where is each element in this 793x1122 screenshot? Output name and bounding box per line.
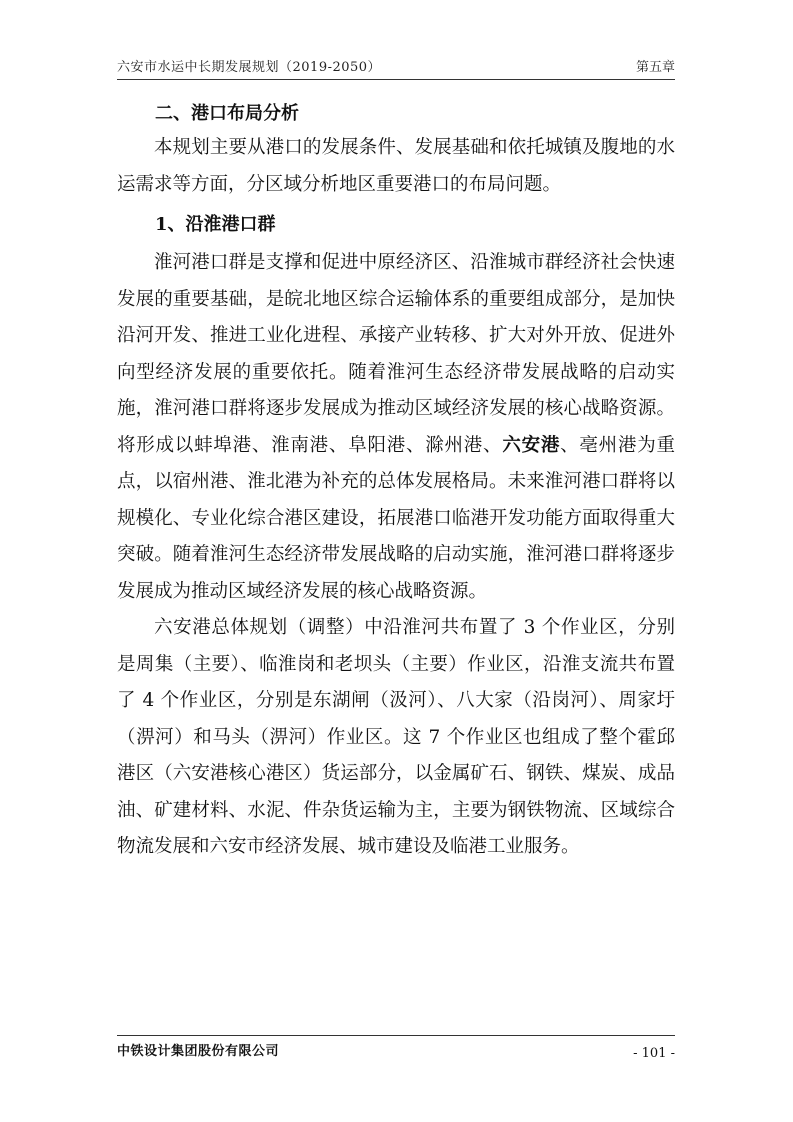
chapter-label: 第五章 xyxy=(635,60,675,75)
document-title: 六安市水运中长期发展规划（2019-2050） xyxy=(117,60,382,75)
footer-divider xyxy=(117,1035,675,1036)
page-body xyxy=(117,98,675,866)
body-paragraph-2: 六安港总体规划（调整）中沿淮河共布置了 3 个作业区，分别是周集（主要）、临淮岗和老坝头（主要）作业区，沿淮支流共布置了 4 个作业区，分别是东湖闸（汲河）、八大家（沿岗河）、周家圩（淠河）和马头（淠河）作业区。这 7 个作业区也组成了整个霍邱港区（六安港核心港区）货运部分，以金属矿石、钢铁、煤炭、成品油、矿建材料、水泥、件杂货运输为主，主要为钢铁物流、区域综合物流发展和六安市经济发展、城市建设及临港工业服务。 xyxy=(117,617,675,857)
page-number: - 101 - xyxy=(633,1046,675,1061)
intro-paragraph: 本规划主要从港口的发展条件、发展基础和依托城镇及腹地的水运需求等方面，分区域分析地区重要港口的布局问题。 xyxy=(117,137,675,195)
paragraph-text: 淮河港口群是支撑和促进中原经济区、沿淮城市群经济社会快速发展的重要基础，是皖北地区综合运输体系的重要组成部分，是加快沿河开发、推进工业化进程、承接产业转移、扩大对外开放、促进外向型经济发展的重要依托。随着淮河生态经济带发展战略的启动实施，淮河港口群将逐步发展成为推动区域经济发展的核心战略资源。将形成以蚌埠港、淮南港、阜阳港、滁州港、 xyxy=(117,252,675,456)
body-paragraph-1 xyxy=(117,245,675,610)
page-header xyxy=(117,56,675,78)
company-name: 中铁设计集团股份有限公司 xyxy=(117,1044,280,1059)
bold-emphasis: 六安港 xyxy=(502,434,561,456)
paragraph-text: 、亳州港为重点，以宿州港、淮北港为补充的总体发展格局。未来淮河港口群将以规模化、专业化综合港区建设，拓展港口临港开发功能方面取得重大突破。随着淮河生态经济带发展战略的启动实施，淮河港口群将逐步发展成为推动区域经济发展的核心战略资源。 xyxy=(117,434,675,602)
subsection-heading: 1、沿淮港口群 xyxy=(155,214,276,235)
header-divider xyxy=(117,79,675,80)
section-heading: 二、港口布局分析 xyxy=(155,103,299,124)
